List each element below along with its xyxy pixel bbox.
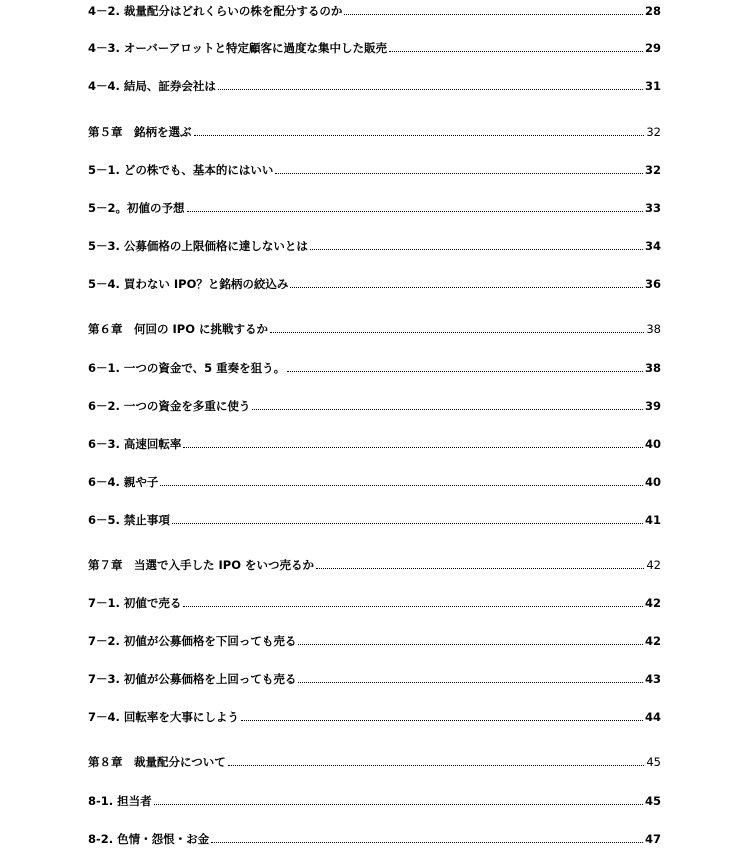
toc-title: 7－1. 初値で売る [88,596,182,610]
dot-leader [187,211,643,212]
toc-page-number: 28 [644,4,661,18]
toc-chapter-title: 第５章 銘柄を選ぶ [88,125,192,139]
dot-leader [183,447,643,448]
toc-entry-1[interactable] [88,41,661,55]
toc-entry-9[interactable] [88,361,661,375]
toc-title: 5－4. 買わない IPO？と銘柄の絞込み [88,277,289,291]
toc-title: 7－2. 初値が公募価格を下回っても売る [88,634,297,648]
toc-title: 7－3. 初値が公募価格を上回っても売る [88,672,297,686]
toc-page-number: 42 [644,596,661,610]
toc-entry-4[interactable] [88,163,661,177]
toc-entry-8[interactable] [88,322,661,336]
toc-page-number: 41 [644,513,661,527]
toc-page-number: 44 [644,710,661,724]
toc-entry-14[interactable] [88,558,661,572]
toc-title: 6－5. 禁止事項 [88,513,170,527]
toc-page-number: 42 [646,558,661,572]
dot-leader [218,89,643,90]
dot-leader [344,14,643,15]
toc-title: 6－3. 高速回転率 [88,437,182,451]
toc-entry-7[interactable] [88,277,661,291]
toc-title: 8-2. 色情・怨恨・お金 [88,832,210,846]
toc-page-number: 38 [646,322,661,336]
toc-entry-16[interactable] [88,634,661,648]
dot-leader [183,606,643,607]
toc-page-number: 32 [646,125,661,139]
toc-page-number: 33 [644,201,661,215]
toc-entry-12[interactable] [88,475,661,489]
dot-leader [298,682,643,683]
toc-page-number: 45 [644,794,661,808]
toc-chapter-title: 第８章 裁量配分について [88,755,226,769]
toc-title: 4－4. 結局、証券会社は [88,79,216,93]
dot-leader [310,249,643,250]
toc-entry-19[interactable] [88,755,661,769]
toc-page-number: 29 [644,41,661,55]
toc-page-number: 42 [644,634,661,648]
toc-title: 7－4. 回転率を大事にしよう [88,710,239,724]
toc-page-number: 36 [644,277,661,291]
dot-leader [194,135,645,136]
toc-entry-15[interactable] [88,596,661,610]
dot-leader [252,409,643,410]
toc-chapter-title: 第６章 何回の IPO に挑戦するか [88,322,268,336]
toc-title: 4－2. 裁量配分はどれくらいの株を配分するのか [88,4,343,18]
toc-entry-2[interactable] [88,79,661,93]
toc-entry-5[interactable] [88,201,661,215]
toc-title: 5－1. どの株でも、基本的にはいい [88,163,274,177]
toc-title: 5－2。初値の予想 [88,201,185,215]
toc-entry-18[interactable] [88,710,661,724]
dot-leader [270,332,644,333]
toc-entry-20[interactable] [88,794,661,808]
toc-entry-21[interactable] [88,832,661,846]
toc-page-number: 34 [644,239,661,253]
toc-title: 6－2. 一つの資金を多重に使う [88,399,251,413]
toc-entry-3[interactable] [88,125,661,139]
toc-page-number: 40 [644,475,661,489]
toc-page-number: 40 [644,437,661,451]
dot-leader [241,720,643,721]
dot-leader [287,371,643,372]
toc-entry-6[interactable] [88,239,661,253]
toc-page-number: 38 [644,361,661,375]
dot-leader [228,765,645,766]
dot-leader [211,842,643,843]
toc-title: 4－3. オーバーアロットと特定顧客に過度な集中した販売 [88,41,387,55]
toc-entry-13[interactable] [88,513,661,527]
dot-leader [172,523,643,524]
toc-page-number: 43 [644,672,661,686]
toc-page-number: 45 [646,755,661,769]
toc-entry-17[interactable] [88,672,661,686]
toc-title: 5－3. 公募価格の上限価格に達しないとは [88,239,308,253]
toc-page-number: 32 [644,163,661,177]
dot-leader [154,804,643,805]
dot-leader [160,485,643,486]
toc-title: 6－4. 親や子 [88,475,159,489]
toc-chapter-title: 第７章 当選で入手した IPO をいつ売るか [88,558,314,572]
toc-entry-0[interactable] [88,4,661,18]
toc-entry-10[interactable] [88,399,661,413]
toc-page-number: 31 [644,79,661,93]
toc-title: 8-1. 担当者 [88,794,152,808]
toc-page-number: 47 [644,832,661,846]
dot-leader [275,173,643,174]
toc-title: 6－1. 一つの資金で、5 重奏を狙う。 [88,361,286,375]
dot-leader [316,568,644,569]
dot-leader [298,644,643,645]
toc-page-number: 39 [644,399,661,413]
dot-leader [389,51,643,52]
toc-entry-11[interactable] [88,437,661,451]
dot-leader [290,287,643,288]
